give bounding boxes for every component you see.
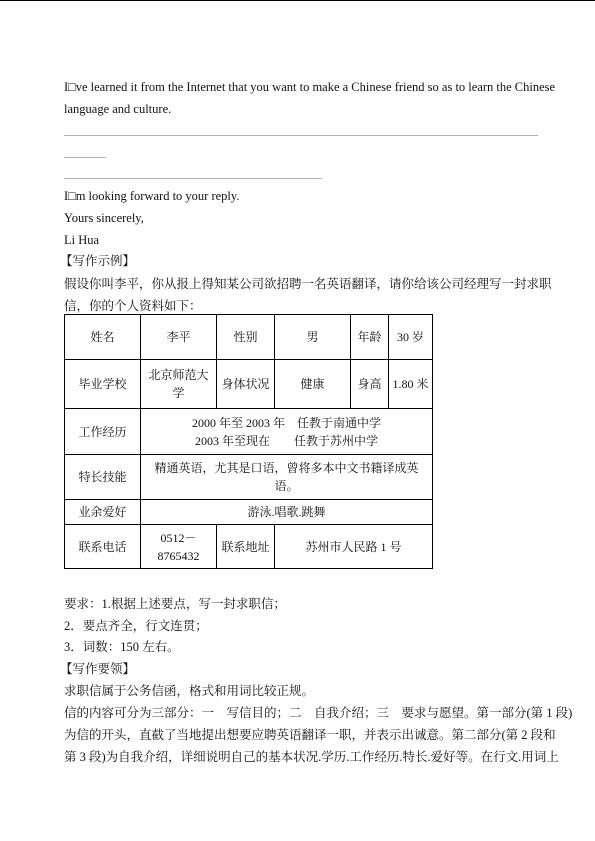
age-label: 年龄	[351, 315, 389, 360]
health-label: 身体状况	[217, 360, 275, 409]
letter-closing-2: Yours sincerely,	[64, 211, 144, 225]
address-value: 苏州市人民路 1 号	[275, 525, 433, 569]
letter-closing-1: I□m looking forward to your reply.	[64, 189, 240, 203]
tips-paragraph-1: 求职信属于公务信函，格式和用词比较正规。	[64, 684, 315, 698]
table-row	[65, 409, 433, 455]
letter-line-1: I□ve learned it from the Internet that you want to make a Chinese friend so as to learn the Chinese	[64, 80, 556, 94]
requirement-2: 2．要点齐全，行文连贯；	[64, 619, 208, 633]
health-value: 健康	[275, 360, 351, 409]
table-row	[65, 455, 433, 500]
school-label: 毕业学校	[65, 360, 141, 409]
name-value: 李平	[141, 315, 217, 360]
school-value-line-1: 北京师范大	[148, 368, 209, 382]
example-heading: 【写作示例】	[60, 254, 136, 268]
height-value: 1.80 米	[389, 360, 433, 409]
table-row	[65, 500, 433, 525]
personal-info-table	[64, 314, 433, 569]
tips-paragraph-2: 信的内容可分为三部分：一 写信目的；二 自我介绍；三 要求与愿望。第一部分(第 1 段)	[64, 706, 573, 720]
blank-line-2	[64, 157, 106, 158]
phone-line-2: 8765432	[157, 548, 200, 563]
phone-line-1: 0512－	[160, 530, 197, 545]
work-value	[141, 409, 433, 455]
work-label: 工作经历	[65, 409, 141, 455]
blank-line-3	[64, 178, 322, 179]
work-line-1: 2000 年至 2003 年 任教于南通中学	[191, 415, 381, 430]
table-row	[65, 315, 433, 360]
school-value-line-2: 学	[172, 386, 185, 400]
example-prompt-2: 信，你的个人资料如下：	[64, 299, 202, 313]
blank-line-1	[64, 135, 538, 136]
skill-label: 特长技能	[65, 455, 141, 500]
table-row	[65, 525, 433, 569]
address-label: 联系地址	[217, 525, 275, 569]
name-label: 姓名	[65, 315, 141, 360]
hobby-value: 游泳.唱歌.跳舞	[141, 500, 433, 525]
letter-line-2: language and culture.	[64, 102, 172, 116]
letter-signature: Li Hua	[64, 233, 100, 247]
skill-value: 精通英语，尤其是口语，曾将多本中文书籍译成英语。	[141, 455, 433, 500]
gender-label: 性别	[217, 315, 275, 360]
tips-heading: 【写作要领】	[60, 662, 136, 676]
requirement-3: 3．词数：150 左右。	[64, 640, 180, 654]
phone-label: 联系电话	[65, 525, 141, 569]
tips-paragraph-3: 为信的开头，直截了当地提出想要应聘英语翻译一职，并表示出诚意。第二部分(第 2 段和	[64, 728, 556, 742]
hobby-label: 业余爱好	[65, 500, 141, 525]
gender-value: 男	[275, 315, 351, 360]
school-value	[141, 360, 217, 409]
requirement-1: 要求：1.根据上述要点，写一封求职信；	[64, 597, 286, 611]
phone-value	[141, 525, 217, 569]
age-value: 30 岁	[389, 315, 433, 360]
table-row	[65, 360, 433, 409]
work-line-2: 2003 年至现在 任教于苏州中学	[194, 433, 378, 448]
tips-paragraph-4: 第 3 段)为自我介绍，详细说明自己的基本状况.学历.工作经历.特长.爱好等。在行文.用词上	[64, 750, 559, 764]
example-prompt-1: 假设你叫李平，你从报上得知某公司欲招聘一名英语翻译，请你给该公司经理写一封求职	[64, 277, 552, 291]
height-label: 身高	[351, 360, 389, 409]
page-top-border	[0, 0, 595, 1]
